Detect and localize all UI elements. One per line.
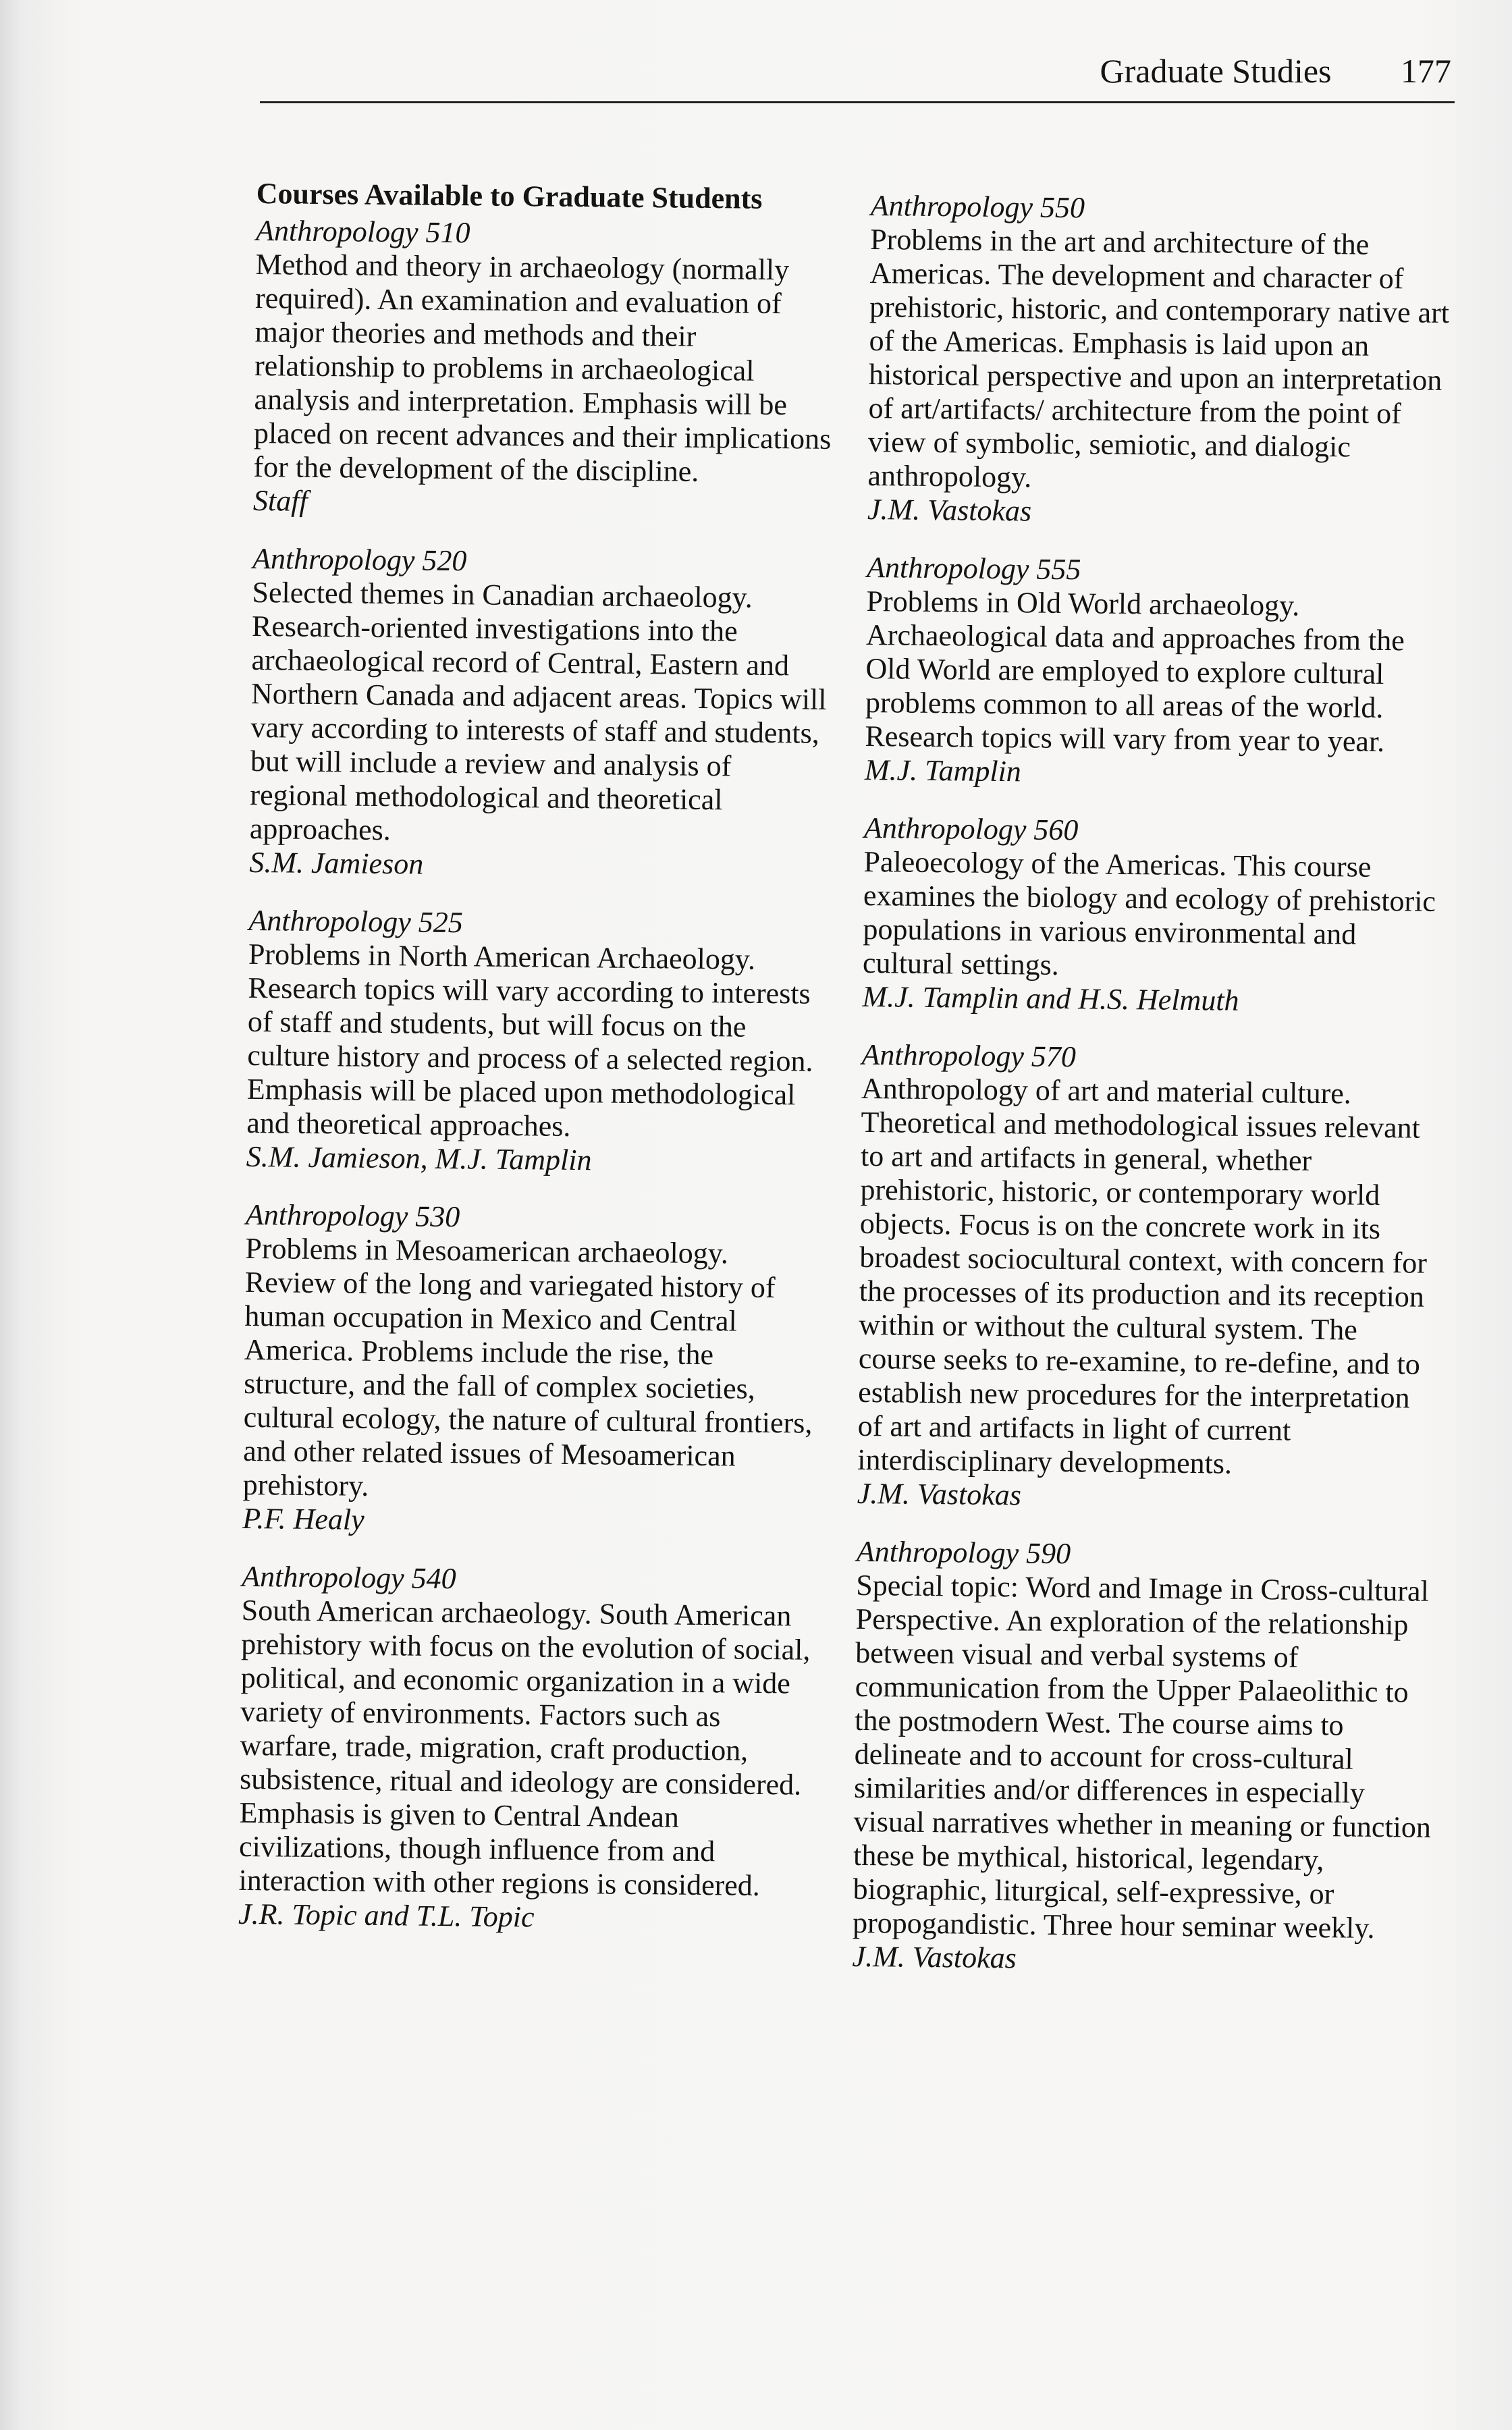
course-title: Anthropology 520 (252, 541, 467, 578)
course-title: Anthropology 510 (255, 213, 470, 250)
section-title: Courses Available to Graduate Students (256, 177, 763, 215)
right-column (852, 189, 1451, 2004)
course-instructor: S.M. Jamieson, M.J. Tamplin (246, 1139, 592, 1177)
course-instructor: M.J. Tamplin and H.S. Helmuth (862, 979, 1239, 1017)
course-entry (862, 811, 1444, 1020)
course-description: Paleoecology of the Americas. This course examines the biology and ecology of prehistoric populations in various environmental and cultural settings. (862, 844, 1436, 981)
course-entry (242, 1198, 826, 1542)
course-entry (857, 1038, 1442, 1517)
course-instructor: Staff (252, 483, 308, 518)
course-description: Special topic: Word and Image in Cross-cultural Perspective. An exploration of the relationship between visual and verbal systems of communication from the Upper Palaeolithic to the postmodern West. The course aims to delineate and to account for cross-cultural similarities and/or differences in especially visual narratives whether in meaning or function these be mythical, historical, legendary, biographic, liturgical, self-expressive, or propogandistic. Three hour seminar weekly. (852, 1568, 1432, 1945)
course-title: Anthropology 540 (242, 1559, 456, 1596)
course-description: Problems in North American Archaeology. Research topics will vary according to interests of staff and students, but will focus on the culture history and process of a selected region. Emphasis will be placed upon methodological and theoretical approaches. (246, 937, 813, 1143)
course-instructor: J.M. Vastokas (867, 492, 1032, 528)
course-description: Selected themes in Canadian archaeology. Research-oriented investigations into the archaeological record of Central, Eastern and Northern Canada and adjacent areas. Topics will vary according to interests of staff and students, but will include a review and analysis of regional methodological and theoretical approaches. (249, 575, 827, 847)
course-description: Problems in the art and architecture of the Americas. The development and character of prehistoric, historic, and contemporary native art of the Americas. Emphasis is laid upon an historical perspective and upon an interpretation of art/artifacts/ architecture from the point of view of symbolic, semiotic, and dialogic anthropology. (867, 222, 1450, 494)
course-entry (865, 551, 1448, 793)
course-entry (253, 214, 837, 524)
course-instructor: J.M. Vastokas (857, 1476, 1022, 1512)
course-title: Anthropology 530 (245, 1197, 460, 1234)
course-title: Anthropology 570 (861, 1037, 1077, 1074)
course-entry (249, 542, 833, 886)
course-description: Method and theory in archaeology (normally required). An examination and evaluation of major theories and methods and their relationship to problems in archaeological analysis and interpretation. Emphasis will be placed on recent advances and their implications for the development of the discipline. (253, 247, 832, 488)
course-entry (852, 1535, 1437, 1980)
course-entry (246, 904, 830, 1180)
page-number: 177 (1401, 52, 1451, 90)
left-column (238, 179, 837, 1962)
course-instructor: S.M. Jamieson (249, 845, 424, 881)
running-head (844, 47, 1451, 94)
course-instructor: J.M. Vastokas (852, 1939, 1017, 1975)
course-title: Anthropology 525 (248, 903, 464, 940)
course-description: Problems in Old World archaeology. Archaeological data and approaches from the Old World are employed to explore cultural problems common to all areas of the world. Research topics will vary from year to year. (865, 584, 1405, 759)
course-title: Anthropology 560 (863, 811, 1079, 847)
course-entry (867, 189, 1451, 533)
course-description: South American archaeology. South American prehistory with focus on the evolution of social, political, and economic organization in a wide variety of environments. Factors such as warfare, trade, migration, craft production, subsistence, ritual and ideology are considered. Emphasis is given to Central Andean civilizations, though influence from and interaction with other regions is considered. (238, 1593, 811, 1902)
course-entry (238, 1560, 823, 1937)
course-description: Problems in Mesoamerican archaeology. Review of the long and variegated history of human occupation in Mexico and Central America. Problems include the rise, the structure, and the fall of complex societies, cultural ecology, the nature of cultural frontiers, and other related issues of Mesoamerican prehistory. (242, 1231, 813, 1503)
course-description: Anthropology of art and material culture. Theoretical and methodological issues relevant to art and artifacts in general, whether prehistoric, historic, or contemporary world objects. Focus is on the concrete work in its broadest sociocultural context, with concern for the processes of its production and its reception within or without the cultural system. The course seeks to re-examine, to re-define, and to establish new procedures for the interpretation of art and artifacts in light of current interdisciplinary developments. (857, 1071, 1428, 1480)
running-head-title: Graduate Studies (1100, 52, 1332, 90)
header-rule (260, 101, 1455, 103)
course-title: Anthropology 550 (870, 189, 1085, 225)
course-title: Anthropology 555 (866, 550, 1081, 587)
course-title: Anthropology 590 (856, 1534, 1071, 1571)
course-instructor: P.F. Healy (242, 1501, 364, 1536)
course-instructor: J.R. Topic and T.L. Topic (238, 1897, 535, 1934)
course-instructor: M.J. Tamplin (864, 753, 1022, 788)
